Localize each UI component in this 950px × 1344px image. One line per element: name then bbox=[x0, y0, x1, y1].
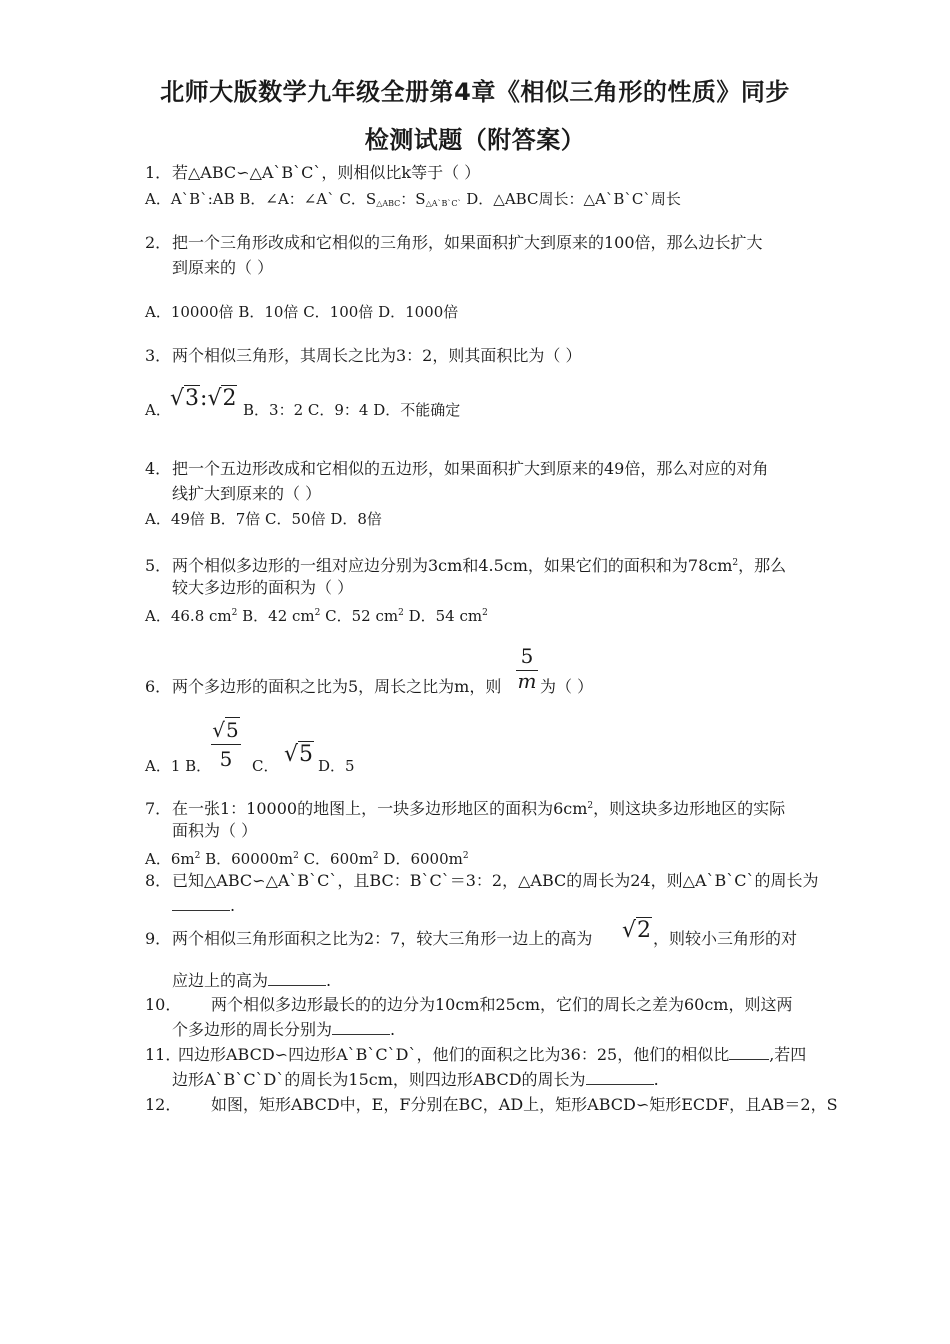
question-8-answer-line bbox=[172, 896, 235, 916]
question-1-options bbox=[145, 189, 681, 214]
question-number: 4． bbox=[145, 459, 172, 478]
question-stem: ,若四 bbox=[769, 1045, 807, 1064]
question-5 bbox=[145, 553, 786, 576]
question-stem: ，那么 bbox=[738, 556, 787, 575]
superscript: 2 bbox=[398, 608, 404, 618]
question-3-options-rest: B．3：2 C．9：4 D．不能确定 bbox=[243, 401, 461, 419]
question-stem: 如图，矩形ABCD中，E，F分别在BC，AD上，矩形ABCD∽矩形ECDF，且AB＝2，S bbox=[211, 1095, 838, 1114]
radicand: 2 bbox=[222, 386, 237, 411]
question-6-option-d: D．5 bbox=[318, 757, 355, 775]
numerator: √5 bbox=[212, 718, 239, 742]
sqrt-3: √3 bbox=[170, 386, 200, 411]
question-6-option-c: C． bbox=[252, 757, 279, 775]
superscript: 2 bbox=[482, 608, 488, 618]
question-stem: 在一张1：10000的地图上，一块多边形地区的面积为6cm bbox=[172, 799, 588, 818]
superscript: 2 bbox=[194, 851, 201, 861]
radicand: 5 bbox=[226, 718, 239, 742]
question-6-stem-end: 为（ ） bbox=[540, 677, 594, 696]
question-stem: 把一个三角形改成和它相似的三角形，如果面积扩大到原来的100倍，那么边长扩大 bbox=[172, 233, 763, 252]
question-number: 10． bbox=[145, 995, 182, 1014]
radicand: 5 bbox=[299, 742, 314, 767]
option-d: D．6000m bbox=[378, 850, 463, 868]
question-6 bbox=[145, 677, 501, 697]
question-10-line-2 bbox=[172, 1020, 395, 1040]
question-5-line-2: 较大多边形的面积为（ ） bbox=[172, 578, 354, 597]
option-c: C．52 cm bbox=[320, 607, 399, 625]
question-stem: 已知△ABC∽△A`B`C`，且BC：B`C`＝3：2，△ABC的周长为24，则△A`B`C`的周长为 bbox=[172, 871, 819, 890]
question-4-line-2: 线扩大到原来的（ ） bbox=[172, 484, 322, 503]
superscript: 2 bbox=[732, 558, 739, 568]
question-stem: 把一个五边形改成和它相似的五边形，如果面积扩大到原来的49倍，那么对应的对角 bbox=[172, 459, 769, 478]
option-b: B．60000m bbox=[200, 850, 294, 868]
question-8 bbox=[145, 871, 818, 891]
question-number: 3． bbox=[145, 346, 172, 365]
answer-blank[interactable] bbox=[172, 896, 230, 911]
question-11 bbox=[145, 1045, 806, 1065]
question-number: 12． bbox=[145, 1095, 182, 1114]
question-2-line-2: 到原来的（ ） bbox=[172, 258, 274, 277]
question-stem: 两个相似多边形最长的的边分为10cm和25cm，它们的周长之差为60cm，则这两 bbox=[211, 995, 793, 1014]
question-3-options bbox=[145, 400, 171, 420]
fraction-5-over-m bbox=[516, 644, 538, 693]
sqrt-5: √5 bbox=[284, 742, 314, 767]
superscript: 2 bbox=[372, 851, 379, 861]
question-7-options bbox=[145, 846, 469, 869]
question-4 bbox=[145, 459, 768, 479]
option-text: ：S bbox=[400, 190, 426, 208]
option-a: A．6m bbox=[145, 850, 195, 868]
question-9-line-2 bbox=[172, 971, 331, 991]
question-9 bbox=[145, 929, 592, 949]
question-stem: 若△ABC∽△A`B`C`，则相似比k等于（ ） bbox=[172, 163, 481, 182]
fraction-bar bbox=[211, 744, 241, 745]
question-3 bbox=[145, 346, 581, 366]
question-stem: 两个相似三角形，其周长之比为3：2，则其面积比为（ ） bbox=[172, 346, 582, 365]
question-4-options: A．49倍 B．7倍 C．50倍 D．8倍 bbox=[145, 510, 382, 528]
sqrt3-sqrt2-expression bbox=[170, 386, 237, 411]
period: . bbox=[326, 971, 332, 990]
sqrt-2: √2 bbox=[622, 918, 652, 943]
fraction-sqrt5-over-5 bbox=[211, 718, 241, 771]
answer-blank[interactable] bbox=[729, 1045, 769, 1060]
superscript: 2 bbox=[462, 851, 469, 861]
title-line-1: 北师大版数学九年级全册第4章《相似三角形的性质》同步 bbox=[160, 78, 790, 106]
option-b: B．42 cm bbox=[237, 607, 315, 625]
question-2 bbox=[145, 233, 763, 253]
subscript: △ABC bbox=[376, 199, 401, 208]
question-10 bbox=[145, 995, 792, 1015]
question-stem: 四边形ABCD∽四边形A`B`C`D`，他们的面积之比为36：25，他们的相似比 bbox=[178, 1045, 730, 1064]
question-number: 9． bbox=[145, 929, 172, 948]
question-stem: 两个相似三角形面积之比为2：7，较大三角形一边上的高为 bbox=[172, 929, 593, 948]
question-number: 1． bbox=[145, 163, 172, 182]
question-7-line-2: 面积为（ ） bbox=[172, 821, 258, 840]
question-stem: 个多边形的周长分别为 bbox=[172, 1020, 333, 1039]
colon: : bbox=[200, 386, 208, 411]
answer-blank[interactable] bbox=[586, 1070, 654, 1085]
question-2-options: A．10000倍 B．10倍 C．100倍 D．1000倍 bbox=[145, 303, 459, 321]
option-c: C．600m bbox=[298, 850, 373, 868]
question-stem: 两个相似多边形的一组对应边分别为3cm和4.5cm，如果它们的面积和为78cm bbox=[172, 556, 733, 575]
question-stem: 边形A`B`C`D`的周长为15cm，则四边形ABCD的周长为 bbox=[172, 1070, 586, 1089]
question-stem: ，则这块多边形地区的实际 bbox=[593, 799, 786, 818]
superscript: 2 bbox=[231, 608, 238, 618]
period: . bbox=[653, 1070, 659, 1089]
question-11-line-2 bbox=[172, 1070, 659, 1090]
question-stem: 应边上的高为 bbox=[172, 971, 269, 990]
question-stem: 两个多边形的面积之比为5，周长之比为m，则 bbox=[172, 677, 502, 696]
superscript: 2 bbox=[293, 851, 299, 861]
radicand: 3 bbox=[185, 386, 200, 411]
option-d: D．54 cm bbox=[403, 607, 483, 625]
numerator: 5 bbox=[520, 644, 534, 668]
question-6-option-a: A．1 B． bbox=[145, 757, 212, 775]
answer-blank[interactable] bbox=[268, 971, 326, 986]
question-5-options bbox=[145, 603, 488, 626]
title-line-2: 检测试题（附答案） bbox=[364, 126, 586, 154]
question-number: 5． bbox=[145, 556, 172, 575]
question-1 bbox=[145, 163, 480, 183]
radicand: 2 bbox=[637, 918, 652, 943]
question-number: 2． bbox=[145, 233, 172, 252]
question-number: 6． bbox=[145, 677, 172, 696]
question-number: 8． bbox=[145, 871, 172, 890]
question-9-stem-end: ，则较小三角形的对 bbox=[653, 929, 798, 948]
option-a: A．46.8 cm bbox=[145, 607, 232, 625]
period: . bbox=[390, 1020, 396, 1039]
question-number: 11． bbox=[145, 1045, 182, 1064]
answer-blank[interactable] bbox=[332, 1020, 390, 1035]
period: . bbox=[230, 896, 236, 915]
option-text: D．△ABC周长：△A`B`C`周长 bbox=[461, 190, 681, 208]
option-text: A．A`B`:AB B．∠A：∠A` C．S bbox=[145, 190, 377, 208]
superscript: 2 bbox=[314, 608, 321, 618]
option-label: A． bbox=[145, 401, 171, 419]
question-7 bbox=[145, 796, 785, 819]
subscript: △A`B`C` bbox=[425, 199, 462, 208]
denominator: 5 bbox=[219, 747, 233, 771]
superscript: 2 bbox=[587, 801, 594, 811]
question-number: 7． bbox=[145, 799, 172, 818]
question-12 bbox=[145, 1095, 838, 1115]
sqrt-2: √2 bbox=[207, 386, 237, 411]
denominator: m bbox=[517, 669, 537, 693]
